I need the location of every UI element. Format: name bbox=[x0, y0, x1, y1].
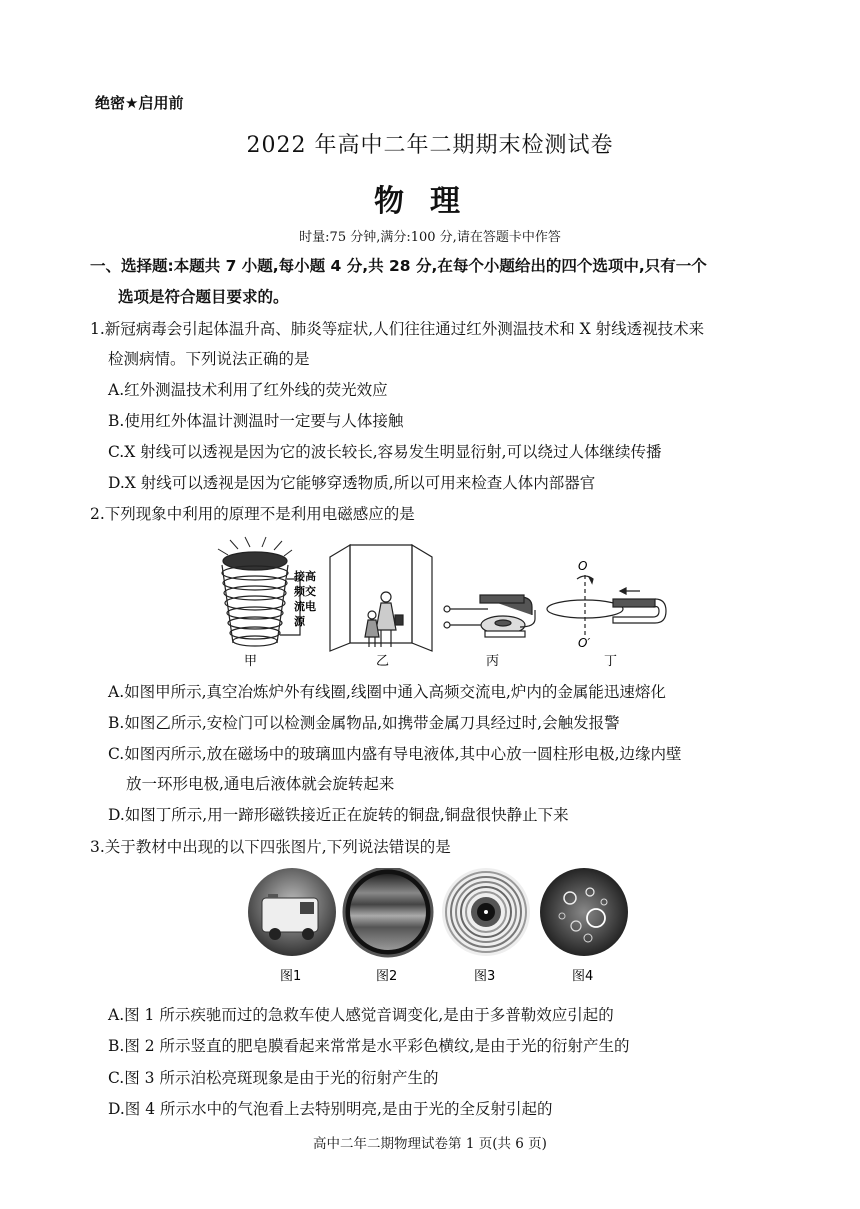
q2-option-c-cont: 放一环形电极,通电后液体就会旋转起来 bbox=[126, 775, 395, 793]
q3-option-b: B.图 2 所示竖直的肥皂膜看起来常常是水平彩色横纹,是由于光的衍射产生的 bbox=[108, 1037, 630, 1055]
q2-figure bbox=[200, 535, 670, 670]
fig1-label: 图1 bbox=[280, 969, 302, 984]
q2-option-d: D.如图丁所示,用一蹄形磁铁接近正在旋转的铜盘,铜盘很快静止下来 bbox=[108, 806, 569, 824]
confidential-mark: 绝密★启用前 bbox=[95, 94, 184, 112]
label-jia: 甲 bbox=[244, 654, 258, 669]
axis-label-top: O bbox=[578, 559, 588, 573]
q1-option-c: C.X 射线可以透视是因为它的波长较长,容易发生明显衍射,可以绕过人体继续传播 bbox=[108, 443, 662, 461]
exam-instructions: 时量:75 分钟,满分:100 分,请在答题卡中作答 bbox=[299, 230, 561, 245]
label-yi: 乙 bbox=[376, 654, 390, 669]
q3-option-a: A.图 1 所示疾驰而过的急救车使人感觉音调变化,是由于多普勒效应引起的 bbox=[108, 1006, 614, 1024]
fig3-label: 图3 bbox=[474, 969, 496, 984]
bubbles-photo bbox=[540, 868, 628, 956]
q2-stem: 2.下列现象中利用的原理不是利用电磁感应的是 bbox=[90, 505, 415, 523]
q1-option-a: A.红外测温技术利用了红外线的荧光效应 bbox=[108, 381, 388, 399]
fig2-label: 图2 bbox=[376, 969, 398, 984]
q1-option-d: D.X 射线可以透视是因为它能够穿透物质,所以可用来检查人体内部器官 bbox=[108, 474, 596, 492]
power-label-2: 频交 bbox=[294, 585, 316, 598]
q3-option-d: D.图 4 所示水中的气泡看上去特别明亮,是由于光的全反射引起的 bbox=[108, 1100, 553, 1118]
page-footer: 高中二年二期物理试卷第 1 页(共 6 页) bbox=[313, 1136, 547, 1152]
q2-option-a: A.如图甲所示,真空冶炼炉外有线圈,线圈中通入高频交流电,炉内的金属能迅速熔化 bbox=[108, 683, 666, 701]
q3-option-c: C.图 3 所示泊松亮斑现象是由于光的衍射产生的 bbox=[108, 1069, 439, 1087]
label-bing: 丙 bbox=[486, 654, 500, 669]
fig4-label: 图4 bbox=[572, 969, 594, 984]
furnace-coil-illustration bbox=[218, 537, 300, 646]
conductive-liquid-dish-illustration bbox=[444, 595, 535, 637]
section-heading-cont: 选项是符合题目要求的。 bbox=[118, 288, 289, 306]
security-gate-illustration bbox=[330, 545, 432, 651]
subject-title: 物理 bbox=[374, 184, 486, 219]
q2-option-c: C.如图丙所示,放在磁场中的玻璃皿内盛有导电液体,其中心放一圆柱形电极,边缘内壁 bbox=[108, 745, 682, 763]
q3-stem: 3.关于教材中出现的以下四张图片,下列说法错误的是 bbox=[90, 838, 451, 856]
q1-stem: 1.新冠病毒会引起体温升高、肺炎等症状,人们往往通过红外测温技术和 X 射线透视技术来 bbox=[90, 320, 705, 338]
q2-option-b: B.如图乙所示,安检门可以检测金属物品,如携带金属刀具经过时,会触发报警 bbox=[108, 714, 620, 732]
q3-figure bbox=[240, 868, 640, 993]
exam-title: 2022 年高中二年二期期末检测试卷 bbox=[246, 133, 614, 158]
power-label-1: 接高 bbox=[294, 570, 316, 583]
q1-option-b: B.使用红外体温计测温时一定要与人体接触 bbox=[108, 412, 404, 430]
section-heading: 一、选择题:本题共 7 小题,每小题 4 分,共 28 分,在每个小题给出的四个选项中,只有一个 bbox=[90, 257, 707, 275]
poisson-spot-photo bbox=[442, 868, 530, 956]
power-label-4: 源 bbox=[294, 615, 305, 628]
copper-disk-magnet-illustration bbox=[547, 575, 666, 637]
power-label-3: 流电 bbox=[294, 600, 316, 613]
axis-label-bottom: O′ bbox=[578, 636, 591, 650]
soap-film-photo bbox=[344, 868, 432, 956]
label-ding: 丁 bbox=[604, 654, 618, 669]
ambulance-photo bbox=[248, 868, 336, 956]
q1-stem-cont: 检测病情。下列说法正确的是 bbox=[108, 350, 310, 368]
